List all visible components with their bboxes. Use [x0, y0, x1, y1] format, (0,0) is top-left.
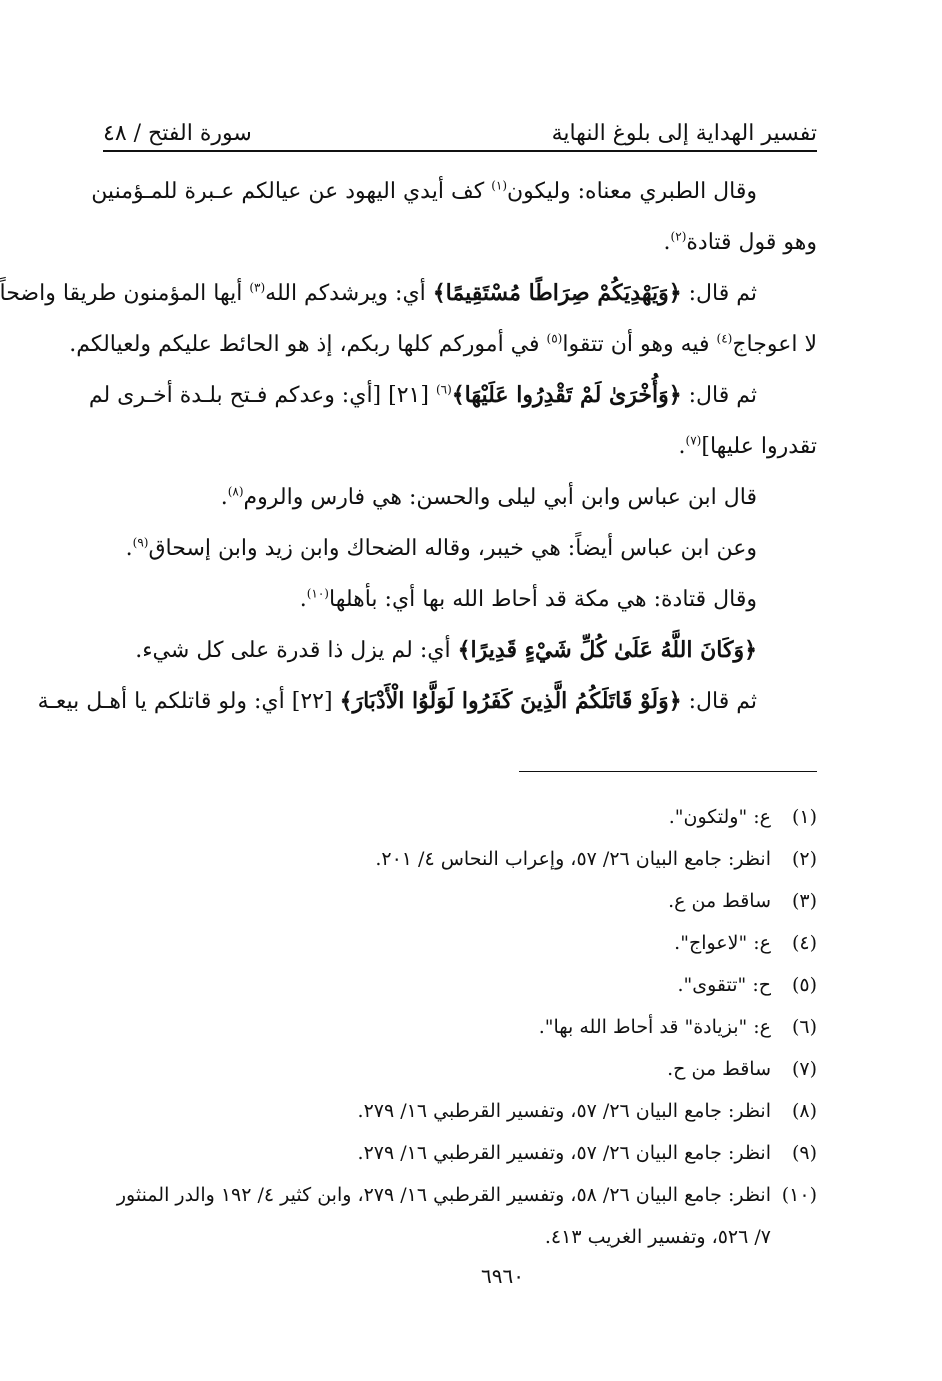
footnote-text: انظر: جامع البيان ٢٦/ ٥٧، وتفسير القرطبي ١٦/ ٢٧٩.: [357, 1142, 771, 1164]
footnote-text: ع: "لاعواج".: [674, 932, 771, 954]
footnote-number: (٢): [791, 848, 817, 870]
footnote: [103, 796, 817, 838]
footnote: [103, 1090, 817, 1132]
footnote-continuation: ٧/ ٥٢٦، وتفسير الغريب ٤١٣.: [544, 1226, 771, 1248]
footnote: [103, 922, 817, 964]
text-line: وقال قتادة: هي مكة قد أحاط الله بها أي: بأهلها$^{(١٠)}$.: [299, 586, 757, 612]
text-line: ﴿وَكَانَ اللَّهُ عَلَىٰ كُلِّ شَيْءٍ قَدِيرًا﴾ أي: لم يزل ذا قدرة على كل شيء.: [135, 637, 757, 663]
footnote-number: (٦): [791, 1016, 817, 1038]
footnote: [103, 838, 817, 880]
footnote-ref: (١): [491, 178, 508, 193]
footnote-text: ساقط من ع.: [668, 890, 771, 912]
footnote-ref: (٢): [670, 229, 687, 244]
quran-verse: ﴿وَيَهْدِيَكُمْ صِرَاطًا مُسْتَقِيمًا﴾: [432, 280, 682, 306]
footnote-ref: (٤): [716, 331, 733, 346]
footnotes: [103, 796, 817, 1258]
text-line: لا اعوجاج$^{(٤)}$ فيه وهو أن تتقوا$^{(٥)}$ في أموركم كلها ربكم، إذ هو الحائط عليكم ولعيالكم.: [69, 331, 817, 357]
footnote-text: انظر: جامع البيان ٢٦/ ٥٨، وتفسير القرطبي ١٦/ ٢٧٩، وابن كثير ٤/ ١٩٢ والدر المنثور: [116, 1184, 771, 1206]
footnote: [103, 1132, 817, 1174]
footnote-number: (٩): [791, 1142, 817, 1164]
footnote-number: (١٠): [781, 1184, 817, 1206]
footnote-ref: (١٠): [306, 586, 329, 601]
footnote-number: (٨): [791, 1100, 817, 1122]
quran-verse: ﴿وَلَوْ قَاتَلَكُمُ الَّذِينَ كَفَرُوا لَوَلَّوُا الْأَدْبَارَ﴾: [339, 688, 682, 714]
footnote-number: (٧): [791, 1058, 817, 1080]
footnote: [103, 1006, 817, 1048]
text-line: ثم قال: ﴿وَأُخْرَىٰ لَمْ تَقْدِرُوا عَلَيْهَا﴾$^{(٦)}$ [٢١] [أي: وعدكم فـتح بلـدة أخـرى لم: [88, 382, 757, 408]
footnote-ref: (٦): [435, 382, 452, 397]
surah-title: سورة الفتح / ٤٨: [103, 121, 252, 146]
quran-verse: ﴿وَكَانَ اللَّهُ عَلَىٰ كُلِّ شَيْءٍ قَدِيرًا﴾: [457, 637, 757, 663]
footnote-text: ح: "تتقوى".: [677, 974, 771, 996]
text-line: وعن ابن عباس أيضاً: هي خيبر، وقاله الضحاك وابن زيد وابن إسحاق$^{(٩)}$.: [125, 535, 757, 561]
footnote: [103, 1174, 817, 1216]
footnote-number: (١): [791, 806, 817, 828]
text-line: ثم قال: ﴿وَيَهْدِيَكُمْ صِرَاطًا مُسْتَقِيمًا﴾ أي: ويرشدكم الله$^{(٣)}$ أيها المؤمنون طريقا واضحاً: [0, 280, 757, 306]
text-line: قال ابن عباس وابن أبي ليلى والحسن: هي فارس والروم$^{(٨)}$.: [220, 484, 757, 510]
footnote-ref: (٧): [685, 433, 702, 448]
header-rule: [103, 150, 817, 152]
footnote-number: (٣): [791, 890, 817, 912]
footnote-text: ع: "بزيادة" قد أحاط الله بها".: [538, 1016, 771, 1038]
running-header: [103, 108, 817, 146]
footnote-text: انظر: جامع البيان ٢٦/ ٥٧، وتفسير القرطبي ١٦/ ٢٧٩.: [357, 1100, 771, 1122]
footnote-ref: (٩): [132, 535, 149, 550]
main-text: [0, 166, 817, 727]
footnote-ref: (٣): [249, 280, 266, 295]
footnote-rule: [519, 771, 817, 772]
footnote: [103, 1048, 817, 1090]
footnote-ref: (٥): [546, 331, 563, 346]
text-line: ثم قال: ﴿وَلَوْ قَاتَلَكُمُ الَّذِينَ كَفَرُوا لَوَلَّوُا الْأَدْبَارَ﴾ [٢٢] أي: ولو قاتلكم يا أهـل بيعـة: [37, 688, 757, 714]
footnote-text: ساقط من ح.: [667, 1058, 771, 1080]
text-line: وهو قول قتادة$^{(٢)}$.: [663, 229, 817, 255]
text-line: وقال الطبري معناه: وليكون$^{(١)}$ كف أيدي اليهود عن عيالكم عـبرة للمـؤمنين: [91, 178, 757, 204]
footnote: [103, 964, 817, 1006]
book-title: تفسير الهداية إلى بلوغ النهاية: [551, 121, 817, 146]
text-line: تقدروا عليها]$^{(٧)}$.: [678, 433, 817, 459]
footnote-text: انظر: جامع البيان ٢٦/ ٥٧، وإعراب النحاس ٤/ ٢٠١.: [375, 848, 771, 870]
page-number: ٦٩٦٠: [481, 1264, 524, 1288]
footnote: [103, 880, 817, 922]
footnote-text: ع: "ولتكون".: [668, 806, 771, 828]
footnote-number: (٥): [791, 974, 817, 996]
footnote-number: (٤): [791, 932, 817, 954]
quran-verse: ﴿وَأُخْرَىٰ لَمْ تَقْدِرُوا عَلَيْهَا﴾: [451, 382, 682, 408]
footnote-ref: (٨): [227, 484, 244, 499]
